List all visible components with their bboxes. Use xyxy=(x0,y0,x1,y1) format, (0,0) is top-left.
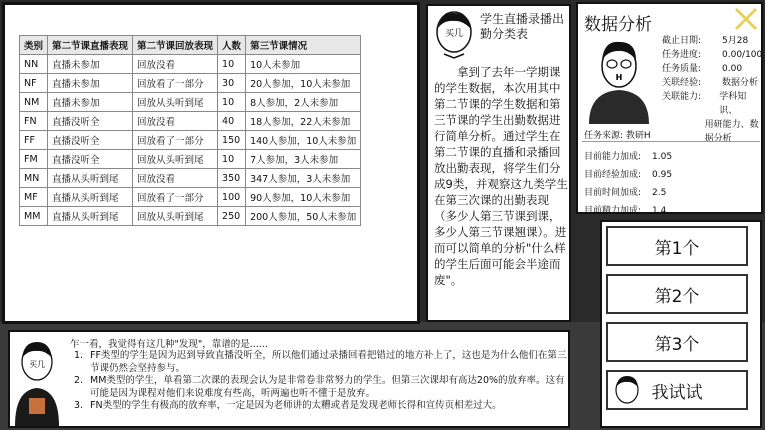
info-row xyxy=(662,90,762,118)
dialogue-item xyxy=(74,375,568,400)
table-cell: 10 xyxy=(218,93,246,112)
info-value: 0.00 xyxy=(722,64,743,74)
bonus-key: 目前时间加成: xyxy=(584,188,642,198)
table-cell: 回放看了一部分 xyxy=(133,131,218,150)
table-row xyxy=(20,112,361,131)
table-cell: 200人参加，50人未参加 xyxy=(246,207,361,226)
table-cell: 350 xyxy=(218,169,246,188)
task-source: 任务来源: 教研H xyxy=(584,131,651,141)
info-value: 用研能力、数据分析 xyxy=(704,120,759,144)
table-cell: 250 xyxy=(218,207,246,226)
info-row xyxy=(662,76,762,90)
teacher-portrait-icon xyxy=(584,30,654,124)
bonus-value: 2.5 xyxy=(652,188,667,198)
table-cell: 直播从头听到尾 xyxy=(48,169,133,188)
divider xyxy=(582,141,760,142)
table-cell: 7人参加，3人未参加 xyxy=(246,150,361,169)
dialogue-item xyxy=(74,400,568,413)
dialogue-options-list xyxy=(74,350,568,413)
table-cell: FM xyxy=(20,150,48,169)
dialogue-item xyxy=(74,350,568,375)
table-cell: FF xyxy=(20,131,48,150)
table-cell: MM xyxy=(20,207,48,226)
table-header: 第二节课直播表现 xyxy=(48,36,133,55)
bonus-row xyxy=(584,166,672,184)
svg-text:H: H xyxy=(615,73,623,82)
table-cell: 150 xyxy=(218,131,246,150)
table-cell: 回放从头听到尾 xyxy=(133,93,218,112)
table-cell: 90人参加，10人未参加 xyxy=(246,188,361,207)
info-row xyxy=(662,62,762,76)
table-cell: 回放从头听到尾 xyxy=(133,207,218,226)
table-cell: 直播没听全 xyxy=(48,150,133,169)
table-cell: 直播没听全 xyxy=(48,112,133,131)
info-key: 关联能力: xyxy=(662,92,702,102)
bonus-row xyxy=(584,202,672,220)
choice-button-1[interactable]: 第1个 xyxy=(606,226,748,266)
table-cell: FN xyxy=(20,112,48,131)
table-cell: 100 xyxy=(218,188,246,207)
table-cell: 10人未参加 xyxy=(246,55,361,74)
info-key: 任务进度: xyxy=(662,50,702,60)
bonus-row xyxy=(584,184,672,202)
bonus-value: 0.95 xyxy=(652,170,673,180)
dialogue-intro: 乍一看，我觉得有这几种"发现"，靠谱的是...... xyxy=(70,339,268,350)
bonus-value: 1.4 xyxy=(652,206,667,216)
table-cell: NF xyxy=(20,74,48,93)
table-cell: 40 xyxy=(218,112,246,131)
dialogue-item-text: FF类型的学生是因为迟到导致直播没听全，所以他们通过录播回看把错过的地方补上了，这也是为什么他们在第三节课仍然会坚持参与。 xyxy=(90,350,567,374)
table-row xyxy=(20,131,361,150)
table-cell: MN xyxy=(20,169,48,188)
table-header: 第三节课情况 xyxy=(246,36,361,55)
monitor-screen xyxy=(2,2,420,324)
table-cell: 回放没看 xyxy=(133,112,218,131)
table-cell: 18人参加，22人未参加 xyxy=(246,112,361,131)
task-stats-panel xyxy=(576,2,763,214)
table-cell: 20人参加，10人未参加 xyxy=(246,74,361,93)
task-info-list xyxy=(662,34,762,146)
attendance-table xyxy=(19,35,361,226)
table-row xyxy=(20,150,361,169)
table-cell: NM xyxy=(20,93,48,112)
table-header-row xyxy=(20,36,361,55)
choice-button-2[interactable]: 第2个 xyxy=(606,274,748,314)
info-key: 截止日期: xyxy=(662,36,702,46)
table-row xyxy=(20,169,361,188)
info-value: 0.00/100 xyxy=(722,50,763,60)
info-key: 任务质量: xyxy=(662,64,702,74)
info-key: 关联经验: xyxy=(662,78,702,88)
character-face-icon xyxy=(432,10,476,60)
table-cell: 回放看了一部分 xyxy=(133,74,218,93)
table-cell: 回放没看 xyxy=(133,55,218,74)
table-row xyxy=(20,74,361,93)
table-cell: 回放看了一部分 xyxy=(133,188,218,207)
table-row xyxy=(20,55,361,74)
table-cell: 347人参加，3人未参加 xyxy=(246,169,361,188)
player-character-icon xyxy=(12,334,62,426)
dialogue-item-number: 2. xyxy=(74,375,84,386)
table-cell: 回放没看 xyxy=(133,169,218,188)
info-value: 学科知识、 xyxy=(719,92,747,116)
dialogue-item-text: MM类型的学生，单看第二次课的表现会认为是非常卷非常努力的学生。但第三次课却有高达20%的放弃率。这有可能是因为课程对他们来说难度有些高，听两遍也听不懂于是放弃。 xyxy=(90,375,565,399)
bonus-key: 目前经验加成: xyxy=(584,170,642,180)
table-cell: 直播从头听到尾 xyxy=(48,207,133,226)
bonus-row xyxy=(584,148,672,166)
table-row xyxy=(20,93,361,112)
dialogue-box xyxy=(8,330,570,428)
table-row xyxy=(20,207,361,226)
dialogue-item-number: 3. xyxy=(74,400,84,411)
info-row xyxy=(662,48,762,62)
info-row xyxy=(662,34,762,48)
panel-title: 学生直播录播出勤分类表 xyxy=(480,12,565,41)
description-panel xyxy=(426,4,571,322)
table-cell: MF xyxy=(20,188,48,207)
table-cell: 直播未参加 xyxy=(48,74,133,93)
choice-label-try: 我试试 xyxy=(651,382,703,403)
avatar-label: 买几 xyxy=(444,29,464,39)
table-cell: 10 xyxy=(218,55,246,74)
bonus-key: 目前能力加成: xyxy=(584,152,642,162)
table-cell: 8人参加，2人未参加 xyxy=(246,93,361,112)
choice-button-try[interactable] xyxy=(606,370,748,410)
table-header: 类别 xyxy=(20,36,48,55)
dialogue-item-text: FN类型的学生有极高的放弃率，一定是因为老师讲的太糟或者是发现老师长得和宣传页相差过大。 xyxy=(90,400,502,411)
stats-title: 数据分析 xyxy=(584,15,652,35)
choice-panel xyxy=(600,220,762,428)
table-cell: 直播从头听到尾 xyxy=(48,188,133,207)
table-cell: 30 xyxy=(218,74,246,93)
choice-button-3[interactable]: 第3个 xyxy=(606,322,748,362)
bonus-list xyxy=(584,148,672,220)
table-cell: 10 xyxy=(218,150,246,169)
panel-description: 拿到了去年一学期课的学生数据，本次用其中第二节课的学生数据和第三节课的学生出勤数据进行简单分析。通过学生在第二节课的直播和录播回放出勤表现，将学生们分成9类，并观察这九类学生在第三次课的出勤表现（多少人第三节课到课，多少人第三节课翘课）。进而可以简单的分析"什么样的学生后面可能会半途而废"。 xyxy=(434,65,568,287)
info-value: 5月28 xyxy=(722,36,749,46)
bonus-key: 目前精力加成: xyxy=(584,206,642,216)
table-header: 人数 xyxy=(218,36,246,55)
info-value: 数据分析 xyxy=(722,78,759,88)
table-cell: 直播没听全 xyxy=(48,131,133,150)
table-row xyxy=(20,188,361,207)
table-cell: 140人参加，10人未参加 xyxy=(246,131,361,150)
table-header: 第二节课回放表现 xyxy=(133,36,218,55)
table-cell: 直播未参加 xyxy=(48,93,133,112)
player-face-icon xyxy=(612,374,642,408)
close-icon[interactable] xyxy=(733,6,759,32)
table-cell: NN xyxy=(20,55,48,74)
player-avatar-label: 买几 xyxy=(29,360,45,369)
table-cell: 回放从头听到尾 xyxy=(133,150,218,169)
table-cell: 直播未参加 xyxy=(48,55,133,74)
bonus-value: 1.05 xyxy=(652,152,673,162)
dialogue-item-number: 1. xyxy=(74,350,84,361)
